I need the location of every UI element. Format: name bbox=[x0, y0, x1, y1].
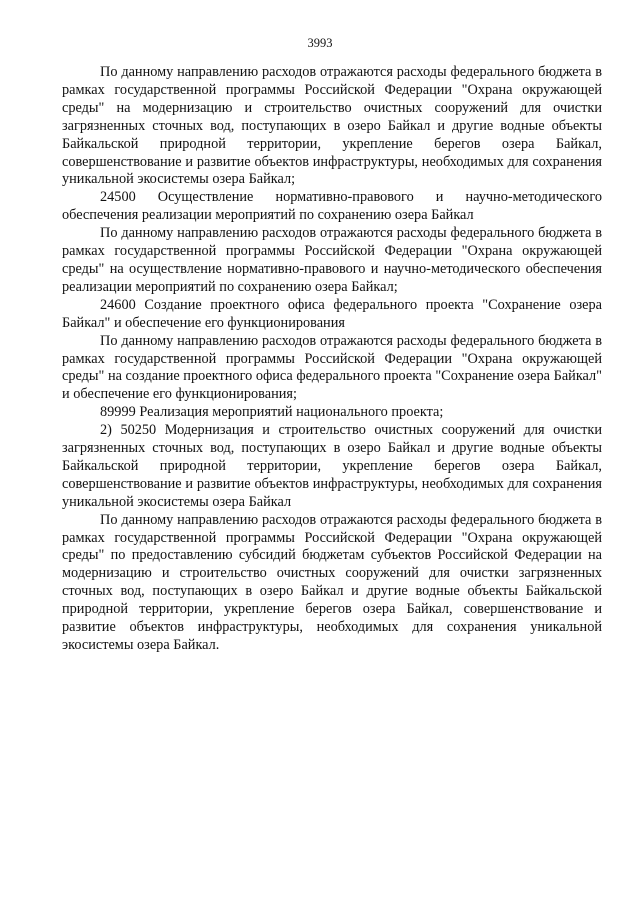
paragraph-heading-89999: 89999 Реализация мероприятий национального проекта; bbox=[100, 404, 444, 421]
paragraph-heading-24500: 24500 Осуществление нормативно-правового и научно-методического обеспечения реализации мероприятий по сохранению озера Байкал bbox=[62, 189, 602, 224]
paragraph-description: По данному направлению расходов отражаются расходы федерального бюджета в рамках государственной программы Российской Федерации "Охрана окружающей среды" по предоставлению субсидий бюджетам субъектов Российской Федерации на модернизацию и строительство очистных сооружений для очистки загрязненных сточных вод, поступающих в озеро Байкал и другие водные объекты Байкальской природной территории, укрепление берегов озера Байкал, совершенствование и развитие объектов инфраструктуры, необходимых для сохранения уникальной экосистемы озера Байкал. bbox=[62, 511, 602, 653]
page-number: 3993 bbox=[307, 36, 333, 50]
document-body bbox=[62, 64, 602, 655]
paragraph-description: По данному направлению расходов отражаются расходы федерального бюджета в рамках государственной программы Российской Федерации "Охрана окружающей среды" на осуществление нормативно-правового и научно-методического обеспечения реализации мероприятий по сохранению озера Байкал; bbox=[62, 225, 602, 295]
paragraph-heading-24600: 24600 Создание проектного офиса федерального проекта "Сохранение озера Байкал" и обеспечение его функционирования bbox=[62, 296, 602, 331]
paragraph-description: По данному направлению расходов отражаются расходы федерального бюджета в рамках государственной программы Российской Федерации "Охрана окружающей среды" на модернизацию и строительство очистных сооружений для очистки загрязненных сточных вод, поступающих в озеро Байкал и другие водные объекты Байкальской природной территории, укрепление берегов озера Байкал, совершенствование и развитие объектов инфраструктуры, необходимых для сохранения уникальной экосистемы озера Байкал; bbox=[62, 64, 602, 188]
paragraph-heading-50250: 2) 50250 Модернизация и строительство очистных сооружений для очистки загрязненных сточных вод, поступающих в озеро Байкал и другие водные объекты Байкальской природной территории, укрепление берегов озера Байкал, совершенствование и развитие объектов инфраструктуры, необходимых для сохранения уникальной экосистемы озера Байкал bbox=[62, 422, 602, 510]
paragraph-description: По данному направлению расходов отражаются расходы федерального бюджета в рамках государственной программы Российской Федерации "Охрана окружающей среды" на создание проектного офиса федерального проекта "Сохранение озера Байкал" и обеспечение его функционирования; bbox=[62, 332, 602, 403]
